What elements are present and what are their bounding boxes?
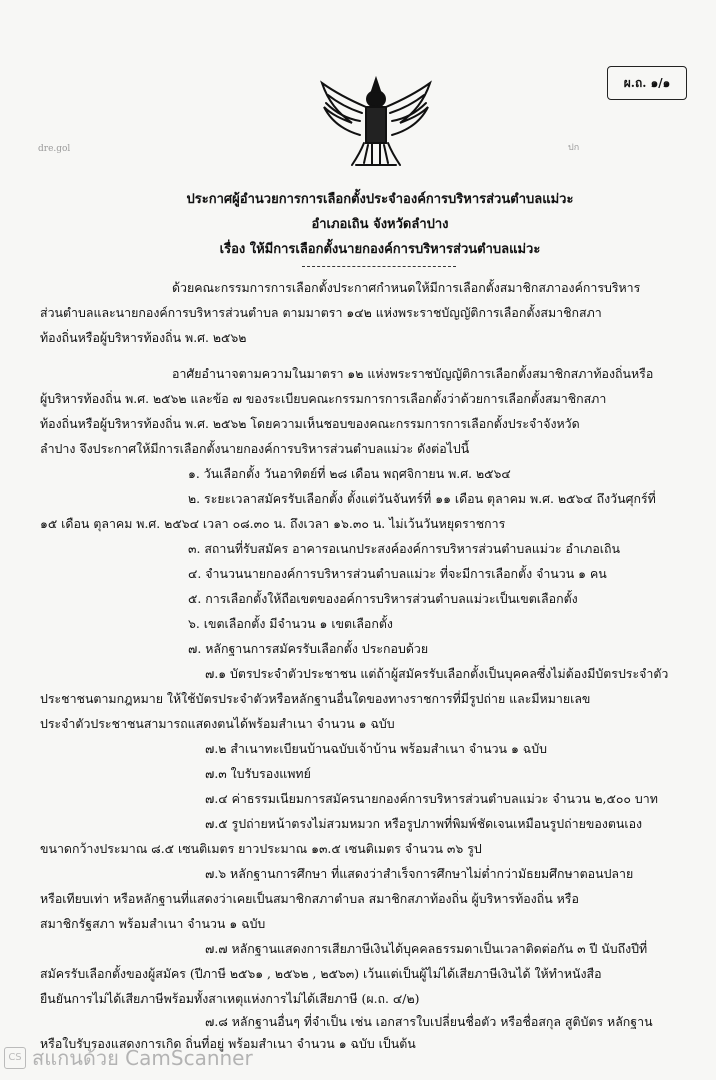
form-code-box: ผ.ถ. ๑/๑ xyxy=(607,66,687,100)
list-item: ๖. เขตเลือกตั้ง มีจำนวน ๑ เขตเลือกตั้ง xyxy=(188,616,393,631)
body-line: ขนาดกว้างประมาณ ๘.๕ เซนติเมตร ยาวประมาณ ๑๓.๕ เซนติเมตร จำนวน ๓๖ รูป xyxy=(40,841,482,856)
sub-item: ๗.๒ สำเนาทะเบียนบ้านฉบับเจ้าบ้าน พร้อมสำเนา จำนวน ๑ ฉบับ xyxy=(205,741,547,756)
body-line: ท้องถิ่นหรือผู้บริหารท้องถิ่น พ.ศ. ๒๕๖๒ xyxy=(40,330,247,345)
body-line: ยืนยันการไม่ได้เสียภาษีพร้อมทั้งสาเหตุแห่งการไม่ได้เสียภาษี (ผ.ถ. ๔/๒) xyxy=(40,991,420,1006)
list-item: ๑. วันเลือกตั้ง วันอาทิตย์ที่ ๒๘ เดือน พฤศจิกายน พ.ศ. ๒๕๖๔ xyxy=(188,466,511,481)
faint-handwritten-mark: dre.gol xyxy=(38,144,71,154)
body-line: ประจำตัวประชาชนสามารถแสดงตนได้พร้อมสำเนา จำนวน ๑ ฉบับ xyxy=(40,716,395,731)
body-line: สมัครรับเลือกตั้งของผู้สมัคร (ปีภาษี ๒๕๖๑ , ๒๕๖๒ , ๒๕๖๓) เว้นแต่เป็นผู้ไม่ได้เสียภาษีเงินได้ ให้ทำหนังสือ xyxy=(40,966,602,981)
camscanner-watermark xyxy=(4,1044,253,1072)
sub-item: ๗.๓ ใบรับรองแพทย์ xyxy=(205,766,311,781)
subject-line: เรื่อง ให้มีการเลือกตั้งนายกองค์การบริหารส่วนตำบลแม่วะ xyxy=(219,242,541,257)
body-line: ๑๕ เดือน ตุลาคม พ.ศ. ๒๕๖๔ เวลา ๐๘.๓๐ น. ถึงเวลา ๑๖.๓๐ น. ไม่เว้นวันหยุดราชการ xyxy=(40,516,506,531)
camscanner-logo-icon: CS xyxy=(4,1047,26,1069)
body-line: ท้องถิ่นหรือผู้บริหารท้องถิ่น พ.ศ. ๒๕๖๒ โดยความเห็นชอบของคณะกรรมการการเลือกตั้งประจำจังหวัด xyxy=(40,416,580,431)
list-item: ๔. จำนวนนายกองค์การบริหารส่วนตำบลแม่วะ ที่จะมีการเลือกตั้ง จำนวน ๑ คน xyxy=(188,566,607,581)
list-item: ๒. ระยะเวลาสมัครรับเลือกตั้ง ตั้งแต่วันจันทร์ที่ ๑๑ เดือน ตุลาคม พ.ศ. ๒๕๖๔ ถึงวันศุกร์ที่ xyxy=(188,491,656,506)
body-line: สมาชิกรัฐสภา พร้อมสำเนา จำนวน ๑ ฉบับ xyxy=(40,916,266,931)
body-line: หรือใบรับรองแสดงการเกิด ถิ่นที่อยู่ พร้อมสำเนา จำนวน ๑ ฉบับ เป็นต้น xyxy=(40,1036,416,1051)
sub-item: ๗.๑ บัตรประจำตัวประชาชน แต่ถ้าผู้สมัครรับเลือกตั้งเป็นบุคคลซึ่งไม่ต้องมีบัตรประจำตัว xyxy=(205,666,669,681)
body-line: ลำปาง จึงประกาศให้มีการเลือกตั้งนายกองค์การบริหารส่วนตำบลแม่วะ ดังต่อไปนี้ xyxy=(40,441,470,456)
garuda-emblem-icon xyxy=(316,73,436,171)
body-line: อาศัยอำนาจตามความในมาตรา ๑๒ แห่งพระราชบัญญัติการเลือกตั้งสมาชิกสภาท้องถิ่นหรือ xyxy=(172,366,654,381)
faint-stamp-mark: ปก xyxy=(568,143,580,153)
body-line: ส่วนตำบลและนายกองค์การบริหารส่วนตำบล ตามมาตรา ๑๔๒ แห่งพระราชบัญญัติการเลือกตั้งสมาชิกสภา xyxy=(40,305,602,320)
body-line: ด้วยคณะกรรมการการเลือกตั้งประกาศกำหนดให้มีการเลือกตั้งสมาชิกสภาองค์การบริหาร xyxy=(172,280,641,295)
sub-item: ๗.๘ หลักฐานอื่นๆ ที่จำเป็น เช่น เอกสารใบเปลี่ยนชื่อตัว หรือชื่อสกุล สูติบัตร หลักฐาน xyxy=(205,1014,653,1029)
list-item: ๗. หลักฐานการสมัครรับเลือกตั้ง ประกอบด้วย xyxy=(188,641,429,656)
title-separator xyxy=(302,266,456,267)
list-item: ๓. สถานที่รับสมัคร อาคารอเนกประสงค์องค์การบริหารส่วนตำบลแม่วะ อำเภอเถิน xyxy=(188,541,620,556)
sub-item: ๗.๖ หลักฐานการศึกษา ที่แสดงว่าสำเร็จการศึกษาไม่ต่ำกว่ามัธยมศึกษาตอนปลาย xyxy=(205,866,634,881)
camscanner-text: สแกนด้วย CamScanner xyxy=(32,1046,253,1070)
body-line: ประชาชนตามกฎหมาย ให้ใช้บัตรประจำตัวหรือหลักฐานอื่นใดของทางราชการที่มีรูปถ่าย และมีหมายเลข xyxy=(40,691,591,706)
body-line: ผู้บริหารท้องถิ่น พ.ศ. ๒๕๖๒ และข้อ ๗ ของระเบียบคณะกรรมการการเลือกตั้งว่าด้วยการเลือกตั้งสมาชิกสภา xyxy=(40,391,607,406)
list-item: ๕. การเลือกตั้งให้ถือเขตของอค์การบริหารส่วนตำบลแม่วะเป็นเขตเลือกตั้ง xyxy=(188,591,578,606)
district-province-line: อำเภอเถิน จังหวัดลำปาง xyxy=(311,217,449,232)
body-line: หรือเทียบเท่า หรือหลักฐานที่แสดงว่าเคยเป็นสมาชิกสภาตำบล สมาชิกสภาท้องถิ่น ผู้บริหารท้องถิ่น หรือ xyxy=(40,891,579,906)
announcement-title: ประกาศผู้อำนวยการการเลือกตั้งประจำองค์การบริหารส่วนตำบลแม่วะ xyxy=(186,192,574,207)
sub-item: ๗.๗ หลักฐานแสดงการเสียภาษีเงินได้บุคคลธรรมดาเป็นเวลาติดต่อกัน ๓ ปี นับถึงปีที่ xyxy=(205,941,648,956)
sub-item: ๗.๔ ค่าธรรมเนียมการสมัครนายกองค์การบริหารส่วนตำบลแม่วะ จำนวน ๒,๕๐๐ บาท xyxy=(205,791,658,806)
sub-item: ๗.๕ รูปถ่ายหน้าตรงไม่สวมหมวก หรือรูปภาพที่พิมพ์ชัดเจนเหมือนรูปถ่ายของตนเอง xyxy=(205,816,643,831)
